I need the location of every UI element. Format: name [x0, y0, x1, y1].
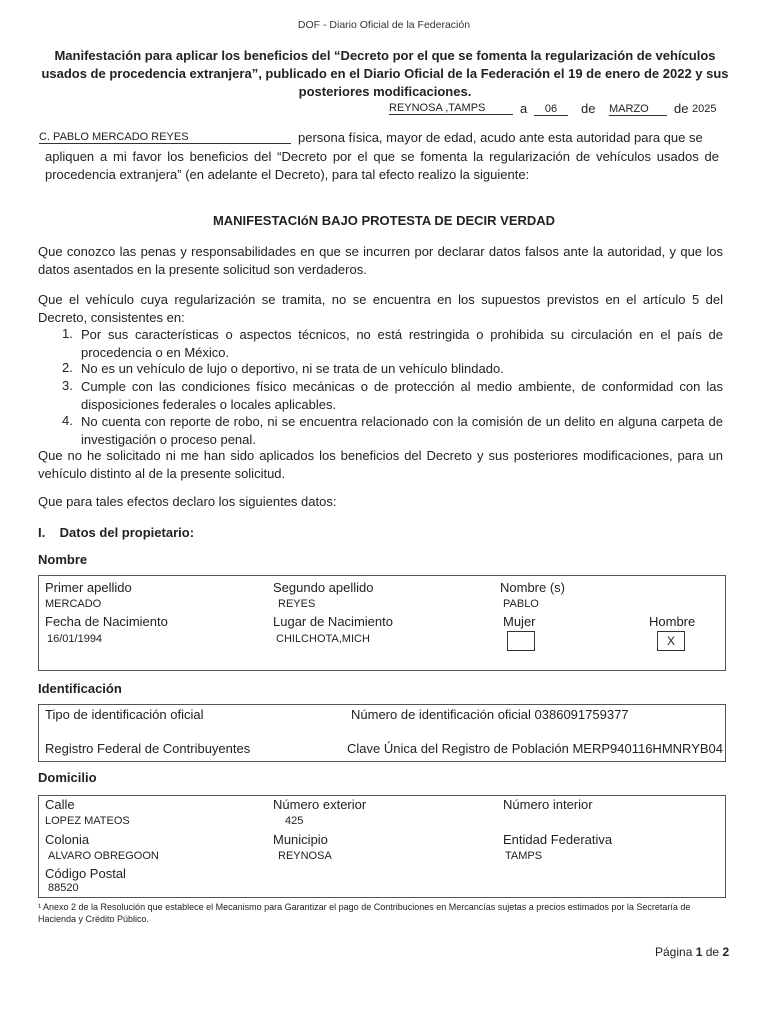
list-item-text: No es un vehículo de lujo o deportivo, ni se trata de un vehículo blindado. — [81, 361, 504, 376]
identificacion-heading: Identificación — [38, 681, 122, 696]
date-a-label: a — [520, 101, 528, 116]
nombres-value[interactable]: PABLO — [503, 598, 539, 610]
applicant-name-field[interactable]: C. PABLO MERCADO REYES — [39, 131, 291, 144]
numero-exterior-label: Número exterior — [273, 797, 367, 812]
protest-heading: MANIFESTACIóN BAJO PROTESTA DE DECIR VERDAD — [212, 213, 556, 228]
hombre-checkbox[interactable]: X — [657, 631, 685, 651]
lugar-nacimiento-value[interactable]: CHILCHOTA,MICH — [276, 633, 370, 645]
calle-value[interactable]: LOPEZ MATEOS — [45, 815, 130, 827]
paragraph-3: Que no he solicitado ni me han sido aplicados los beneficios del Decreto y sus posteriores modificaciones, para un vehículo distinto al de la presente solicitud. — [38, 448, 723, 481]
codigo-postal-label: Código Postal — [45, 866, 126, 881]
page-total: 2 — [722, 945, 730, 959]
curp-label: Clave Única del Registro de Población MERP940116HMNRYB04 — [347, 741, 723, 756]
section-owner-heading: I. Datos del propietario: — [38, 525, 195, 540]
document-title: Manifestación para aplicar los beneficios del “Decreto por el que se fomenta la regularización de vehículos usados de procedencia extranjera”, publicado en el Diario Oficial de la Federación el 19 de enero de 2022 y sus posteriores modificaciones. — [41, 48, 729, 99]
fecha-nacimiento-label: Fecha de Nacimiento — [45, 614, 168, 629]
list-item-number: 3. — [62, 378, 73, 393]
domicilio-box — [38, 795, 726, 898]
paragraph-1: Que conozco las penas y responsabilidades en que se incurren por declarar datos falsos ante la autoridad, y que los datos asentados en la presente solicitud son verdaderos. — [38, 244, 723, 277]
segundo-apellido-value[interactable]: REYES — [278, 598, 316, 610]
month-field[interactable]: MARZO — [609, 103, 667, 116]
intro-line2: apliquen a mi favor los beneficios del “Decreto por el que se fomenta la regularización de vehículos usados de — [45, 149, 719, 164]
colonia-label: Colonia — [45, 832, 90, 847]
date-de1-label: de — [581, 101, 596, 116]
year-field[interactable]: 2025 — [692, 103, 717, 115]
mujer-label: Mujer — [503, 614, 536, 629]
date-de2-label: de — [674, 101, 689, 116]
municipio-label: Municipio — [273, 832, 328, 847]
page-header: DOF - Diario Oficial de la Federación — [297, 19, 471, 31]
footnote: ¹ Anexo 2 de la Resolución que establece el Mecanismo para Garantizar el pago de Contribuciones en Mercancías sujetas a precios estimados por la Secretaría de Hacienda y Crédito Público. — [38, 902, 691, 924]
rfc-label: Registro Federal de Contribuyentes — [45, 741, 251, 756]
municipio-value[interactable]: REYNOSA — [278, 850, 332, 862]
lugar-nacimiento-label: Lugar de Nacimiento — [273, 614, 393, 629]
domicilio-heading: Domicilio — [38, 770, 97, 785]
list-item-text: No cuenta con reporte de robo, ni se encuentra relacionado con la comisión de un delito en alguna carpeta de investigación o proceso penal. — [81, 414, 723, 447]
list-item-text: Cumple con las condiciones físico mecánicas o de protección al medio ambiente, de conformidad con las disposiciones federales o locales aplicables. — [81, 379, 723, 412]
nombre-heading: Nombre — [38, 552, 88, 567]
hombre-label: Hombre — [649, 614, 696, 629]
list-item-text: Por sus características o aspectos técnicos, no está restringida o prohibida su circulación en el país de procedencia o en México. — [81, 327, 723, 360]
list-item-number: 1. — [62, 326, 73, 341]
numero-exterior-value[interactable]: 425 — [285, 815, 304, 827]
numero-interior-label: Número interior — [503, 797, 593, 812]
place-field[interactable]: REYNOSA ,TAMPS — [389, 102, 513, 115]
entidad-federativa-value[interactable]: TAMPS — [505, 850, 543, 862]
nombres-label: Nombre (s) — [500, 580, 566, 595]
paragraph-4: Que para tales efectos declaro los siguientes datos: — [38, 494, 337, 509]
mujer-checkbox[interactable] — [507, 631, 535, 651]
page-number — [655, 945, 729, 959]
page-label: Página — [655, 945, 693, 959]
numero-identificacion-label: Número de identificación oficial 0386091759377 — [351, 707, 629, 722]
page-de: de — [705, 945, 720, 959]
entidad-federativa-label: Entidad Federativa — [503, 832, 613, 847]
intro-line1: persona física, mayor de edad, acudo ante esta autoridad para que se — [298, 130, 703, 145]
calle-label: Calle — [45, 797, 75, 812]
paragraph-2: Que el vehículo cuya regularización se tramita, no se encuentra en los supuestos previstos en el artículo 5 del Decreto, consistentes en: — [38, 292, 723, 325]
primer-apellido-label: Primer apellido — [45, 580, 132, 595]
fecha-nacimiento-value[interactable]: 16/01/1994 — [47, 633, 103, 645]
day-field[interactable]: 06 — [534, 103, 568, 116]
codigo-postal-value[interactable]: 88520 — [48, 882, 79, 894]
page-current: 1 — [695, 945, 703, 959]
list-item-number: 4. — [62, 413, 73, 428]
intro-line3: procedencia extranjera” (en adelante el Decreto), para tal efecto realizo la siguiente: — [45, 167, 530, 182]
list-item-number: 2. — [62, 360, 73, 375]
segundo-apellido-label: Segundo apellido — [273, 580, 374, 595]
tipo-identificacion-label: Tipo de identificación oficial — [45, 707, 204, 722]
primer-apellido-value[interactable]: MERCADO — [45, 598, 102, 610]
colonia-value[interactable]: ALVARO OBREGOON — [48, 850, 159, 862]
